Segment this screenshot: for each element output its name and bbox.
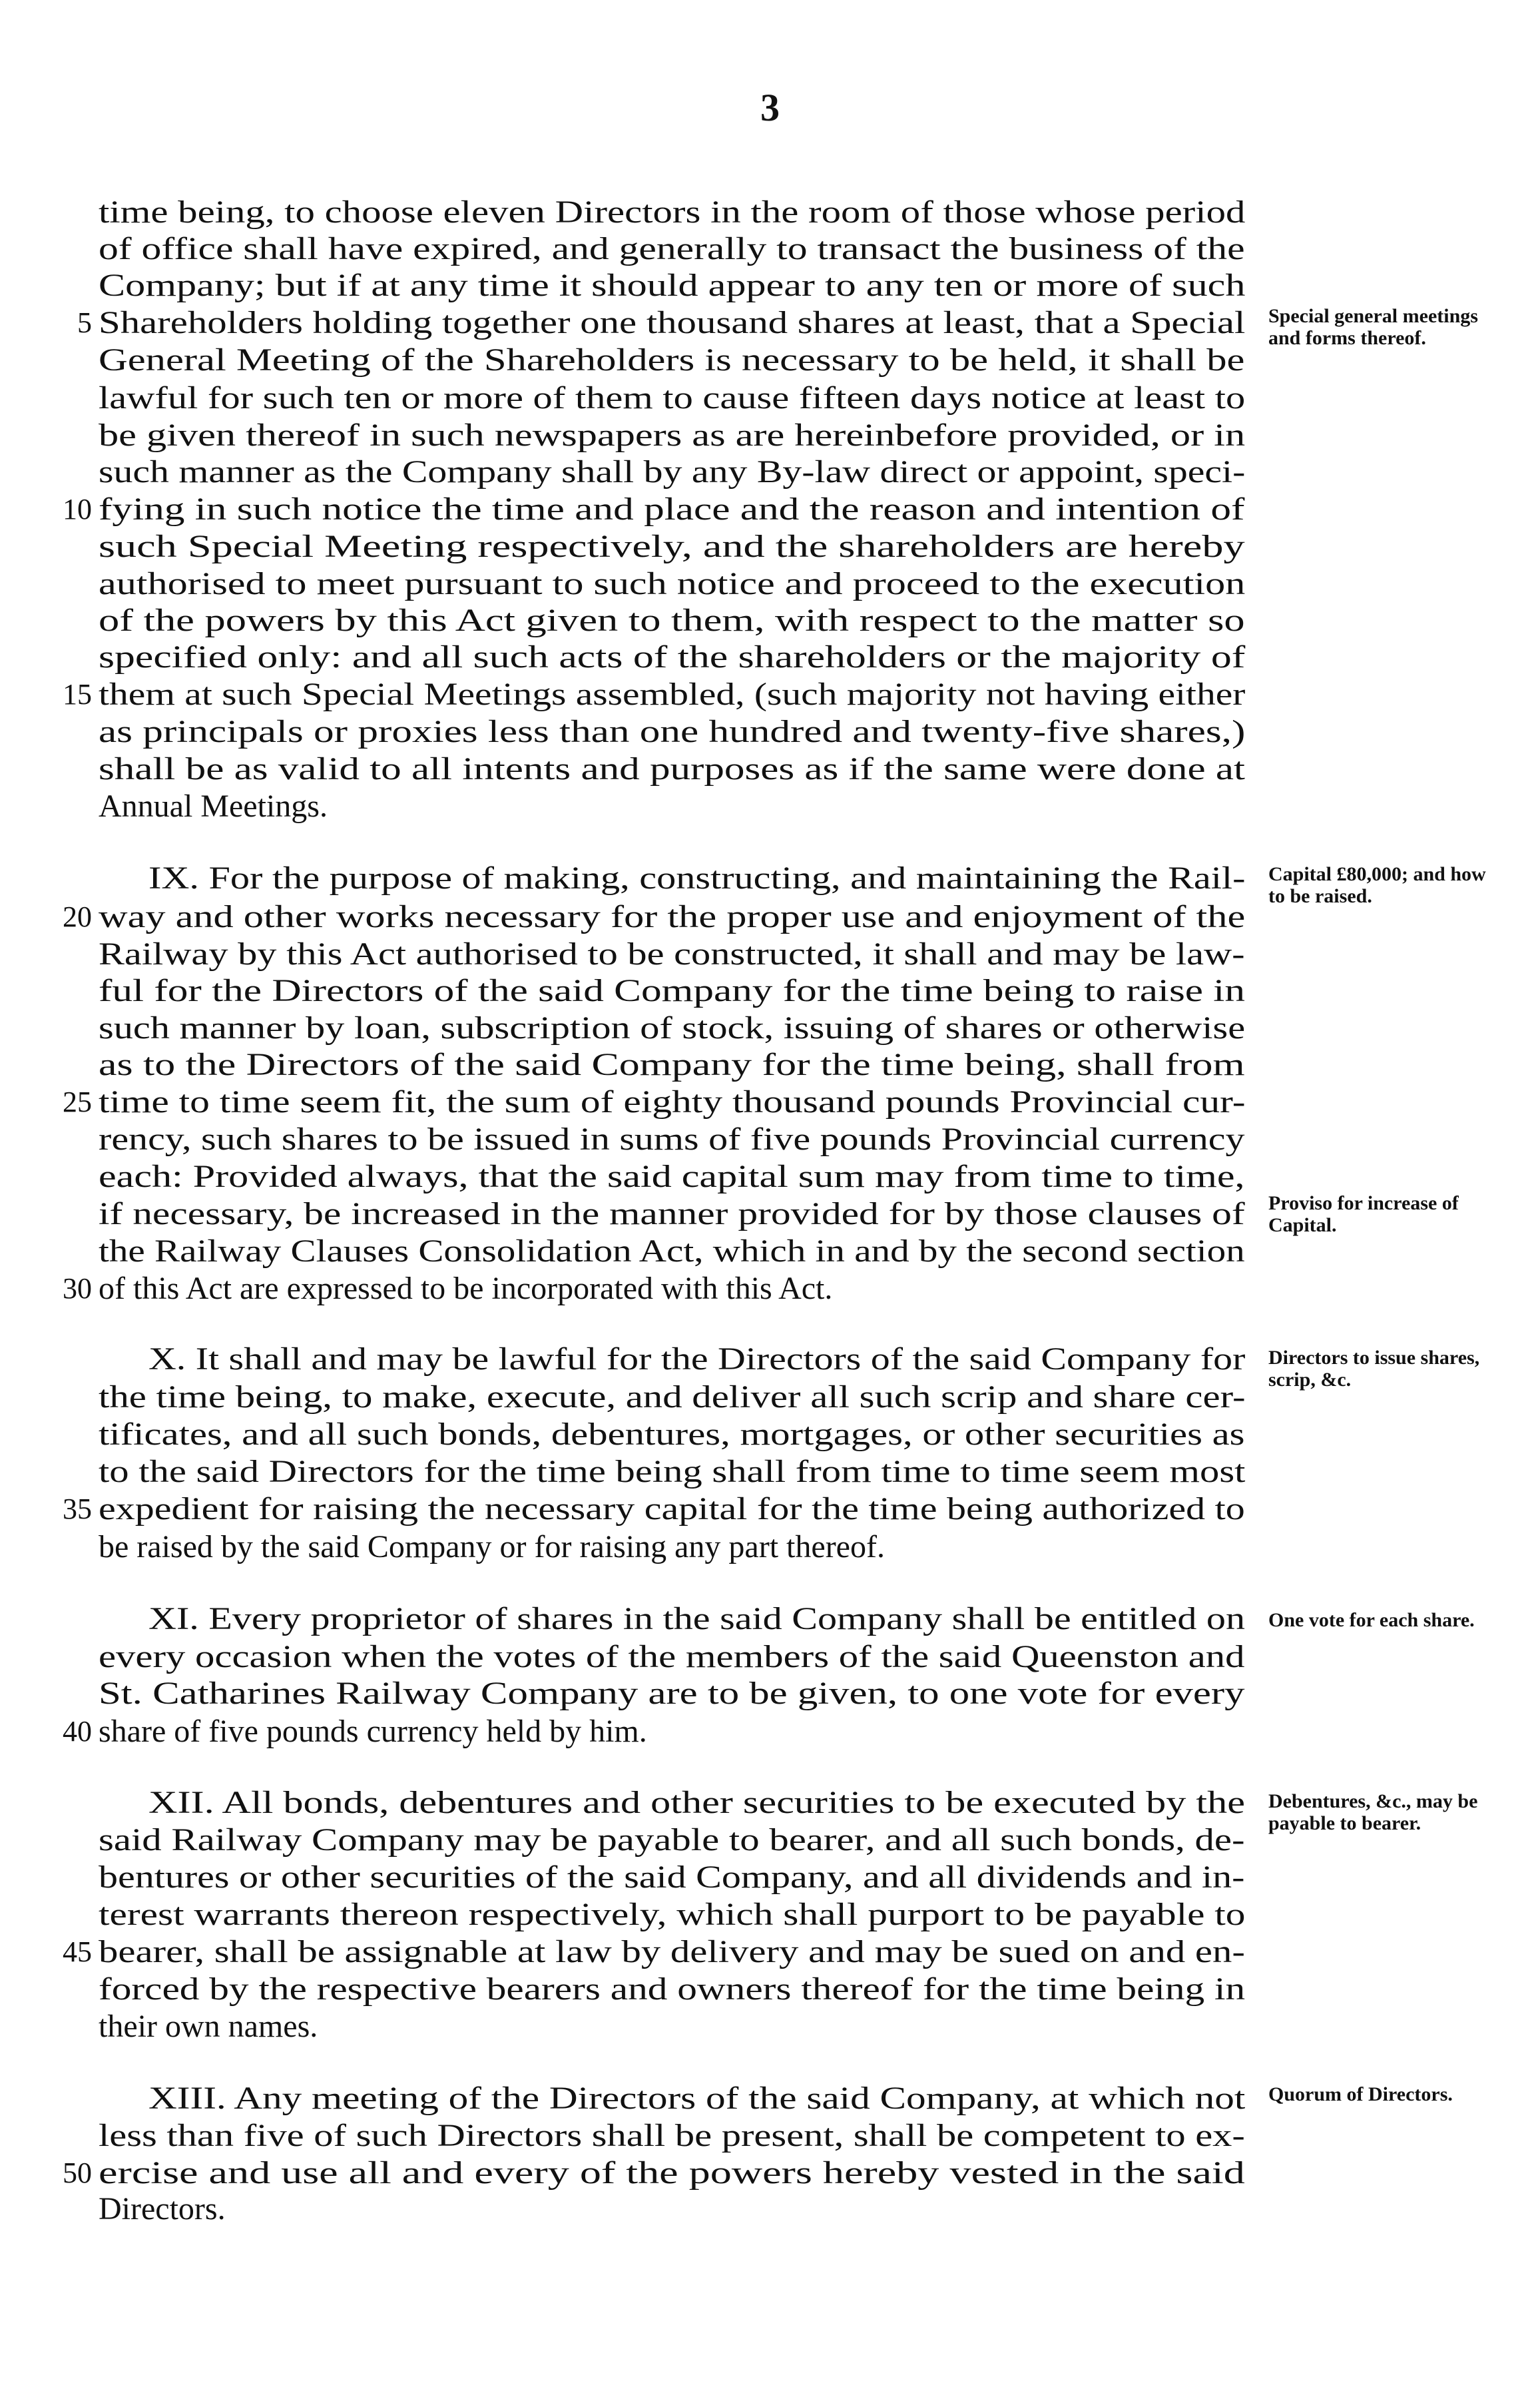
- margin-note: Quorum of Directors.: [1268, 2083, 1453, 2105]
- text-line: time being, to choose eleven Directors in the room of those whose period: [99, 194, 1246, 230]
- line-number: 30: [63, 1272, 92, 1305]
- margin-note: Special general meetings and forms thereof.: [1268, 305, 1478, 349]
- text-line: of the powers by this Act given to them, with respect to the matter so: [99, 603, 1245, 638]
- text-line: Annual Meetings.: [99, 789, 328, 824]
- text-line: each: Provided always, that the said capital sum may from time to time,: [99, 1159, 1245, 1194]
- text-line: General Meeting of the Shareholders is necessary to be held, it shall be: [99, 342, 1245, 378]
- text-line: share of five pounds currency held by him.: [99, 1714, 647, 1749]
- line-number: 5: [77, 306, 92, 339]
- text-line: terest warrants thereon respectively, which shall purport to be payable to: [99, 1897, 1246, 1932]
- text-line: XIII. Any meeting of the Directors of the said Company, at which not: [148, 2081, 1246, 2116]
- text-line: expedient for raising the necessary capital for the time being authorized to: [99, 1491, 1245, 1527]
- text-line: XII. All bonds, debentures and other securities to be executed by the: [148, 1785, 1245, 1820]
- text-line: such Special Meeting respectively, and the shareholders are hereby: [99, 529, 1245, 564]
- line-number: 25: [63, 1086, 92, 1118]
- text-line: bentures or other securities of the said Company, and all dividends and in-: [99, 1860, 1245, 1895]
- text-line: every occasion when the votes of the members of the said Queenston and: [99, 1639, 1245, 1674]
- text-line: fying in such notice the time and place and the reason and intention of: [99, 492, 1245, 527]
- text-line: to the said Directors for the time being shall from time to time seem most: [99, 1454, 1246, 1489]
- text-line: Directors.: [99, 2191, 226, 2226]
- text-line: specified only: and all such acts of the shareholders or the majority of: [99, 639, 1246, 675]
- line-number: 20: [63, 900, 92, 933]
- text-line: X. It shall and may be lawful for the Directors of the said Company for: [148, 1341, 1246, 1377]
- text-line: St. Catharines Railway Company are to be given, to one vote for every: [99, 1676, 1245, 1711]
- text-line: as to the Directors of the said Company for the time being, shall from: [99, 1047, 1245, 1082]
- line-number: 35: [63, 1493, 92, 1525]
- text-line: the time being, to make, execute, and deliver all such scrip and share cer-: [99, 1379, 1246, 1415]
- text-line: Company; but if at any time it should appear to any ten or more of such: [99, 268, 1246, 303]
- margin-note: One vote for each share.: [1268, 1609, 1475, 1631]
- margin-note: Capital £80,000; and how to be raised.: [1268, 863, 1486, 907]
- text-line: of this Act are expressed to be incorporated with this Act.: [99, 1271, 833, 1306]
- text-line: tificates, and all such bonds, debentures, mortgages, or other securities as: [99, 1417, 1245, 1452]
- text-line: as principals or proxies less than one hundred and twenty-five shares,): [99, 714, 1246, 749]
- text-line: shall be as valid to all intents and purposes as if the same were done at: [99, 751, 1245, 787]
- text-line: be raised by the said Company or for raising any part thereof.: [99, 1529, 885, 1564]
- text-line: such manner by loan, subscription of stock, issuing of shares or otherwise: [99, 1010, 1246, 1046]
- text-line: if necessary, be increased in the manner provided for by those clauses of: [99, 1196, 1245, 1231]
- text-line: XI. Every proprietor of shares in the said Company shall be entitled on: [148, 1601, 1245, 1636]
- text-line: authorised to meet pursuant to such notice and proceed to the execution: [99, 566, 1246, 601]
- margin-note: Debentures, &c., may be payable to bearer.: [1268, 1790, 1478, 1834]
- margin-note: Directors to issue shares, scrip, &c.: [1268, 1347, 1480, 1391]
- text-line: such manner as the Company shall by any By-law direct or appoint, speci-: [99, 454, 1246, 490]
- text-line: forced by the respective bearers and owners thereof for the time being in: [99, 1971, 1246, 2007]
- text-line: bearer, shall be assignable at law by delivery and may be sued on and en-: [99, 1934, 1245, 1969]
- page-number: 3: [760, 86, 780, 129]
- text-line: rency, such shares to be issued in sums of five pounds Provincial currency: [99, 1122, 1245, 1157]
- text-line: Railway by this Act authorised to be constructed, it shall and may be law-: [99, 936, 1245, 972]
- line-number: 10: [63, 493, 92, 525]
- line-number: 50: [63, 2157, 92, 2189]
- text-line: Shareholders holding together one thousand shares at least, that a Special: [99, 305, 1246, 340]
- line-number: 15: [63, 678, 92, 711]
- text-line: the Railway Clauses Consolidation Act, which in and by the second section: [99, 1233, 1245, 1269]
- text-line: lawful for such ten or more of them to cause fifteen days notice at least to: [99, 380, 1246, 416]
- text-line: less than five of such Directors shall be present, shall be competent to ex-: [99, 2118, 1245, 2153]
- text-line: way and other works necessary for the proper use and enjoyment of the: [99, 899, 1246, 934]
- text-line: of office shall have expired, and generally to transact the business of the: [99, 231, 1245, 266]
- text-line: ercise and use all and every of the powers hereby vested in the said: [99, 2155, 1245, 2191]
- text-line: IX. For the purpose of making, constructing, and maintaining the Rail-: [148, 860, 1246, 896]
- text-line: time to time seem fit, the sum of eighty thousand pounds Provincial cur-: [99, 1084, 1246, 1120]
- line-number: 40: [63, 1715, 92, 1748]
- margin-note: Proviso for increase of Capital.: [1268, 1192, 1459, 1236]
- text-line: ful for the Directors of the said Company for the time being to raise in: [99, 973, 1245, 1008]
- text-line: said Railway Company may be payable to bearer, and all such bonds, de-: [99, 1822, 1245, 1858]
- text-line: their own names.: [99, 2009, 318, 2044]
- text-line: them at such Special Meetings assembled, (such majority not having either: [99, 677, 1246, 712]
- text-line: be given thereof in such newspapers as are hereinbefore provided, or in: [99, 418, 1246, 453]
- line-number: 45: [63, 1935, 92, 1968]
